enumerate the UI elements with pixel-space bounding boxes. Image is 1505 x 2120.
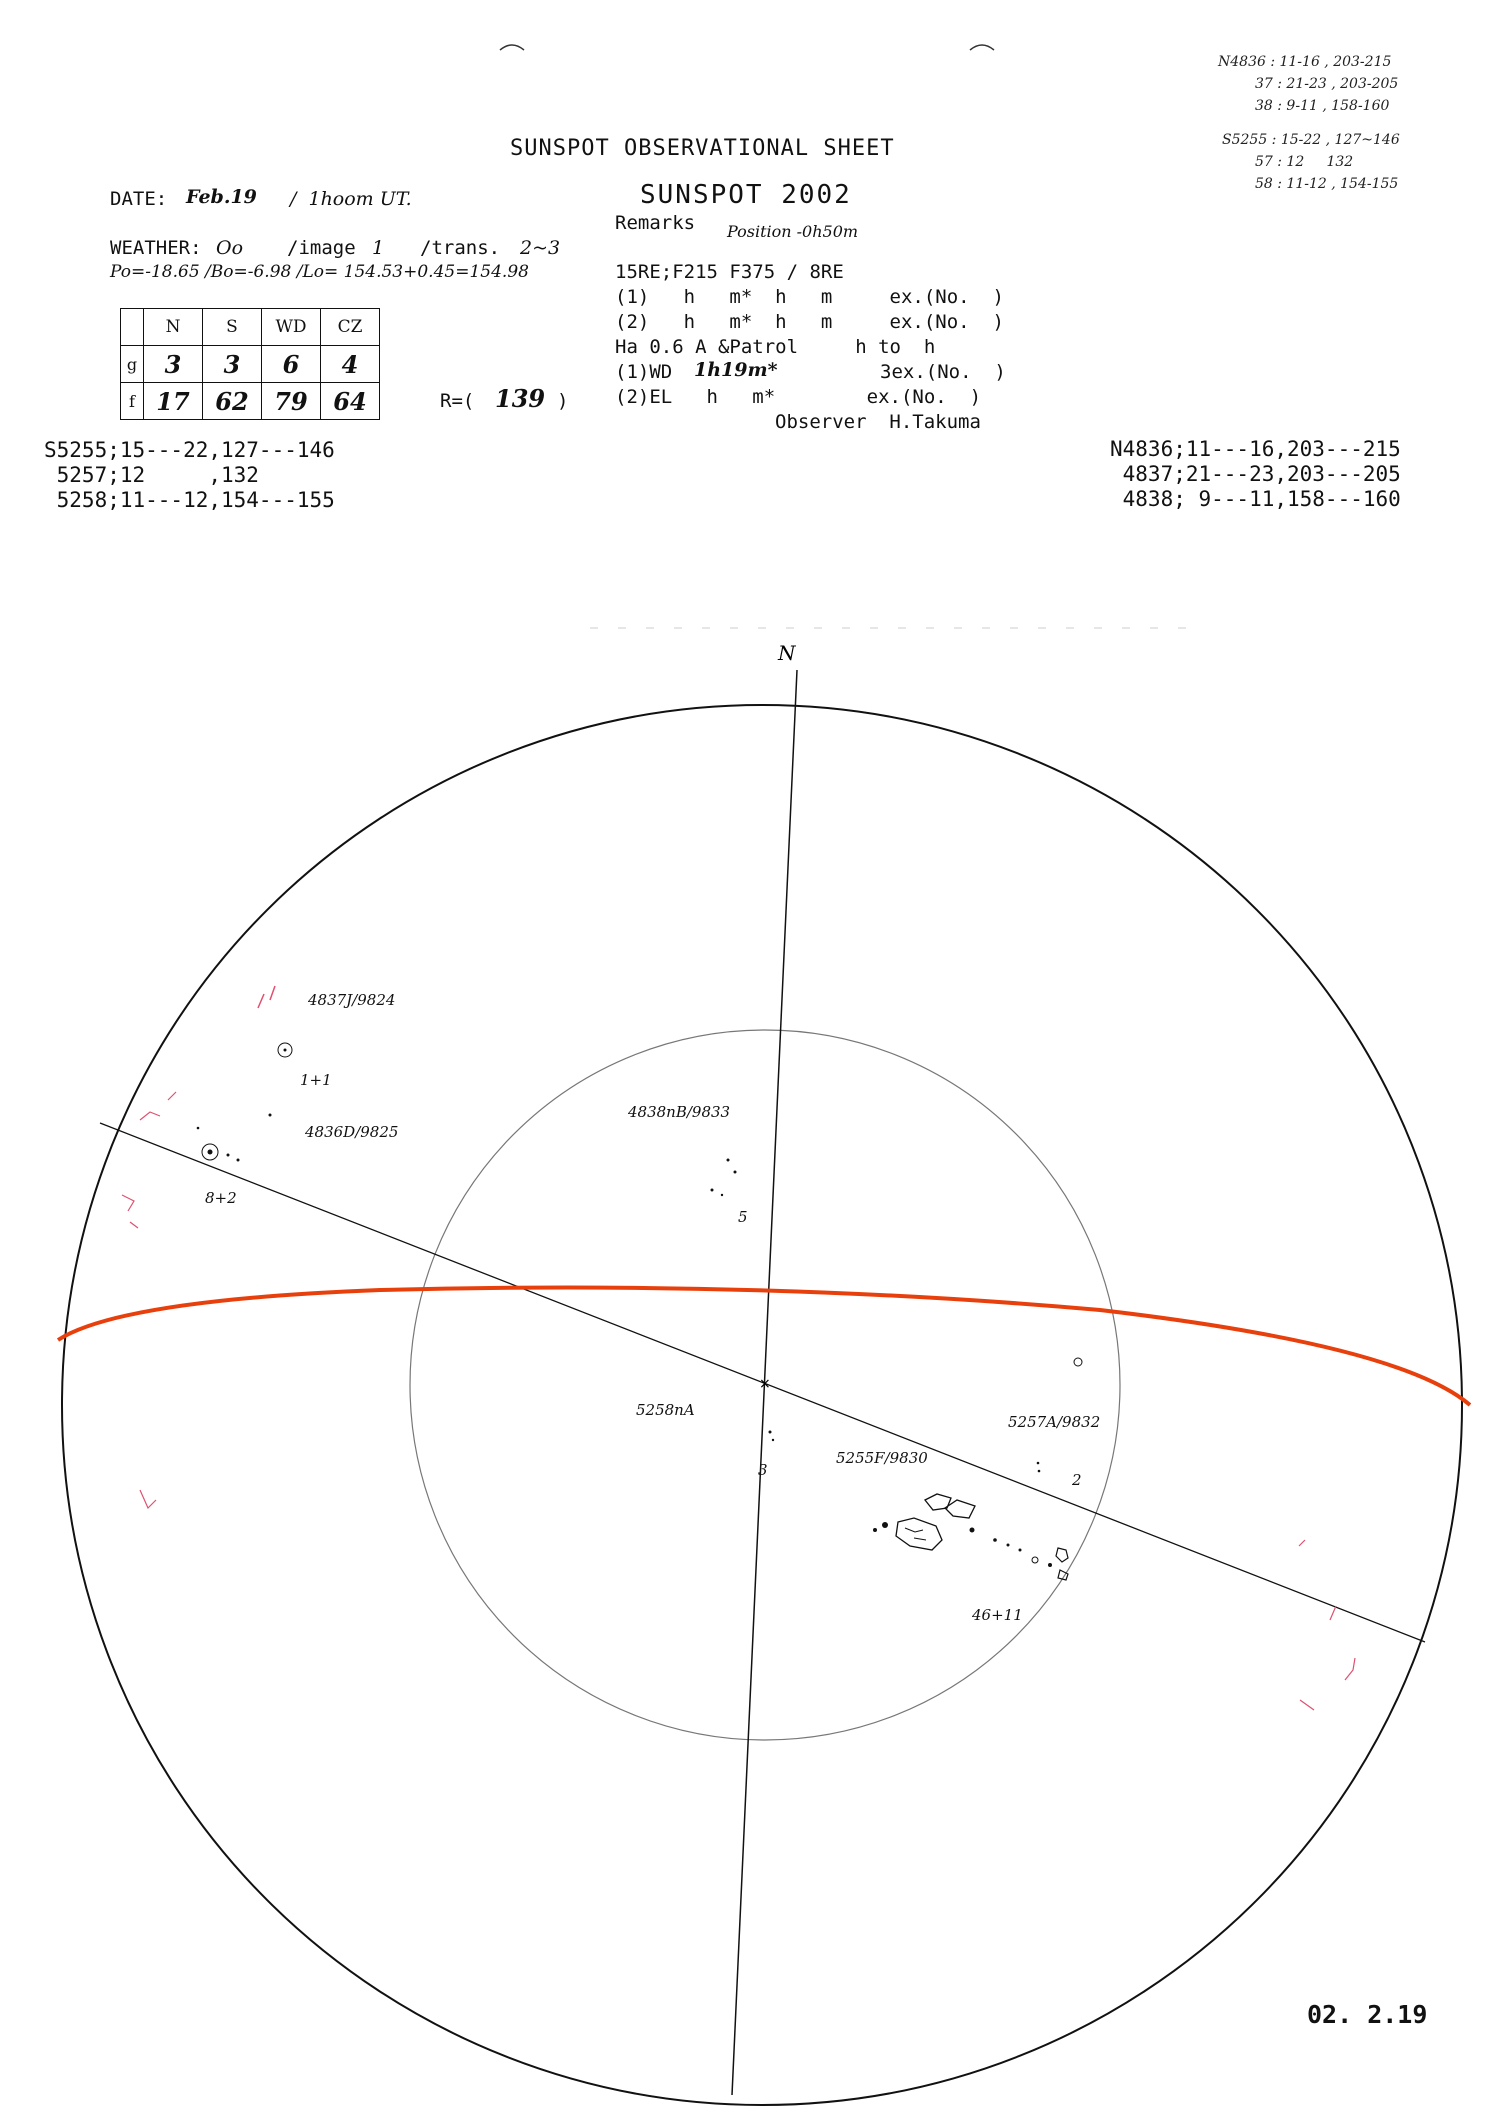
- spot-5255f-k: [1048, 1563, 1052, 1567]
- spot-5255f-l: [1056, 1548, 1068, 1562]
- note-4837: 37 : 21-23 , 203-205: [1255, 76, 1399, 92]
- note-5257: 57 : 12 132: [1255, 154, 1354, 170]
- exposure-line-1: (1) h m* h m ex.(No. ): [615, 286, 1004, 308]
- center-mark: ×: [759, 1376, 771, 1392]
- main-title: SUNSPOT 2002: [640, 180, 852, 210]
- spot-5255f-i: [1019, 1549, 1022, 1552]
- g-s: 3: [203, 346, 262, 383]
- date-value: Feb.19: [186, 186, 257, 208]
- spot-5255f-j: [1032, 1557, 1038, 1563]
- orientation-line: Po=-18.65 /Bo=-6.98 /Lo= 154.53+0.45=154.98: [110, 262, 529, 282]
- r-value: 139: [495, 384, 546, 413]
- r-close: ): [557, 390, 569, 412]
- note-4836: N4836 : 11-16 , 203-215: [1218, 54, 1392, 70]
- spot-5255f-c: [896, 1518, 942, 1550]
- ha-line: Ha 0.6 A &Patrol h to h: [615, 336, 936, 358]
- spot-5255f-f: [970, 1528, 975, 1533]
- spot-5255f-h: [1007, 1544, 1010, 1547]
- spot-5255f-c-detail: [905, 1528, 926, 1540]
- spot-label-5258na: 5258nA: [636, 1401, 695, 1419]
- r-label: R=(: [440, 390, 475, 412]
- region-right-3: 4838; 9---11,158---160: [1110, 487, 1401, 511]
- spot-4836d-b: [227, 1154, 230, 1157]
- spot-5255f-a: [925, 1494, 951, 1510]
- spot-5257a-a: [1074, 1358, 1082, 1366]
- g-cz: 4: [321, 346, 380, 383]
- region-left-2: 5257;12 ,132: [44, 463, 259, 487]
- trans-value: 2~3: [520, 237, 561, 259]
- trans-label: /trans.: [420, 237, 501, 259]
- spot-4838nb-c: [711, 1189, 714, 1192]
- spot-5257a-c: [1038, 1470, 1041, 1473]
- spot-label-4836d: 4836D/9825: [305, 1123, 399, 1141]
- spot-4837j-a-core: [284, 1049, 287, 1052]
- filters-line: 15RE;F215 F375 / 8RE: [615, 261, 844, 283]
- red-mark-1: [258, 986, 275, 1008]
- spot-4838nb-b: [734, 1171, 737, 1174]
- region-left-3: 5258;11---12,154---155: [44, 488, 335, 512]
- exposure-line-2: (2) h m* h m ex.(No. ): [615, 311, 1004, 333]
- red-mark-3: [122, 1195, 138, 1228]
- wd-line-time: 1h19m*: [694, 359, 778, 381]
- remarks-value: Position -0h50m: [727, 222, 859, 241]
- weather-value: Oo: [216, 237, 244, 259]
- date-stamp: 02. 2.19: [1307, 2000, 1428, 2029]
- spot-4836d-c: [237, 1159, 240, 1162]
- spot-5255f-d: [882, 1522, 888, 1528]
- row-label-g: g: [121, 346, 144, 383]
- header-s: S: [203, 309, 262, 346]
- spot-label-4838nb: 4838nB/9833: [628, 1103, 731, 1121]
- image-value: 1: [372, 237, 385, 259]
- spot-count-4838nb: 5: [738, 1208, 748, 1226]
- time-value: / 1hoom UT.: [290, 188, 412, 210]
- punch-mark-left: [500, 45, 524, 50]
- spot-4836d-a-core: [208, 1150, 213, 1155]
- date-label: DATE:: [110, 188, 168, 210]
- f-n: 17: [144, 383, 203, 420]
- red-mark-2: [140, 1092, 176, 1120]
- spot-count-5258na: 3: [758, 1461, 768, 1479]
- spot-4837j-b: [269, 1114, 272, 1117]
- spot-5257a-b: [1037, 1462, 1040, 1465]
- spot-count-4836d: 8+2: [205, 1189, 237, 1207]
- remarks-label: Remarks: [615, 212, 696, 234]
- spot-5255f-e: [873, 1528, 877, 1532]
- wd-line-rest: 3ex.(No. ): [880, 361, 1006, 383]
- note-5255: S5255 : 15-22 , 127~146: [1222, 132, 1400, 148]
- weather-label: WEATHER:: [110, 237, 202, 259]
- row-label-f: f: [121, 383, 144, 420]
- header-wd: WD: [262, 309, 321, 346]
- f-wd: 79: [262, 383, 321, 420]
- spot-label-5257a: 5257A/9832: [1008, 1413, 1101, 1431]
- spot-5255f-g: [993, 1538, 997, 1542]
- red-mark-5: [1299, 1540, 1355, 1710]
- region-right-1: N4836;11---16,203---215: [1110, 437, 1401, 461]
- header-cz: CZ: [321, 309, 380, 346]
- spot-label-4837j: 4837J/9824: [308, 991, 396, 1009]
- header-n: N: [144, 309, 203, 346]
- wd-line-prefix: (1)WD: [615, 361, 673, 383]
- punch-mark-right: [970, 45, 994, 50]
- image-label: /image: [287, 237, 356, 259]
- spot-4838nb-d: [721, 1194, 723, 1196]
- f-s: 62: [203, 383, 262, 420]
- g-n: 3: [144, 346, 203, 383]
- solar-limb: [62, 705, 1462, 2105]
- region-right-2: 4837;21---23,203---205: [1110, 462, 1401, 486]
- note-5258: 58 : 11-12 , 154-155: [1255, 176, 1399, 192]
- north-label: N: [778, 641, 796, 665]
- spot-count-4837j: 1+1: [300, 1071, 332, 1089]
- region-left-1: S5255;15---22,127---146: [44, 438, 335, 462]
- red-mark-4: [140, 1490, 156, 1508]
- g-wd: 6: [262, 346, 321, 383]
- f-cz: 64: [321, 383, 380, 420]
- note-4838: 38 : 9-11 , 158-160: [1255, 98, 1390, 114]
- spot-5258na-b: [772, 1439, 774, 1441]
- spot-4838nb-a: [727, 1159, 730, 1162]
- el-line: (2)EL h m* ex.(No. ): [615, 386, 982, 408]
- observer-line: Observer H.Takuma: [775, 411, 981, 433]
- spot-5258na-a: [769, 1431, 772, 1434]
- spot-4836d-d: [197, 1127, 200, 1130]
- sheet-title: SUNSPOT OBSERVATIONAL SHEET: [510, 136, 895, 161]
- spot-label-5255f: 5255F/9830: [836, 1449, 928, 1467]
- spot-count-5255f: 46+11: [972, 1606, 1023, 1624]
- spot-count-5257a: 2: [1072, 1471, 1082, 1489]
